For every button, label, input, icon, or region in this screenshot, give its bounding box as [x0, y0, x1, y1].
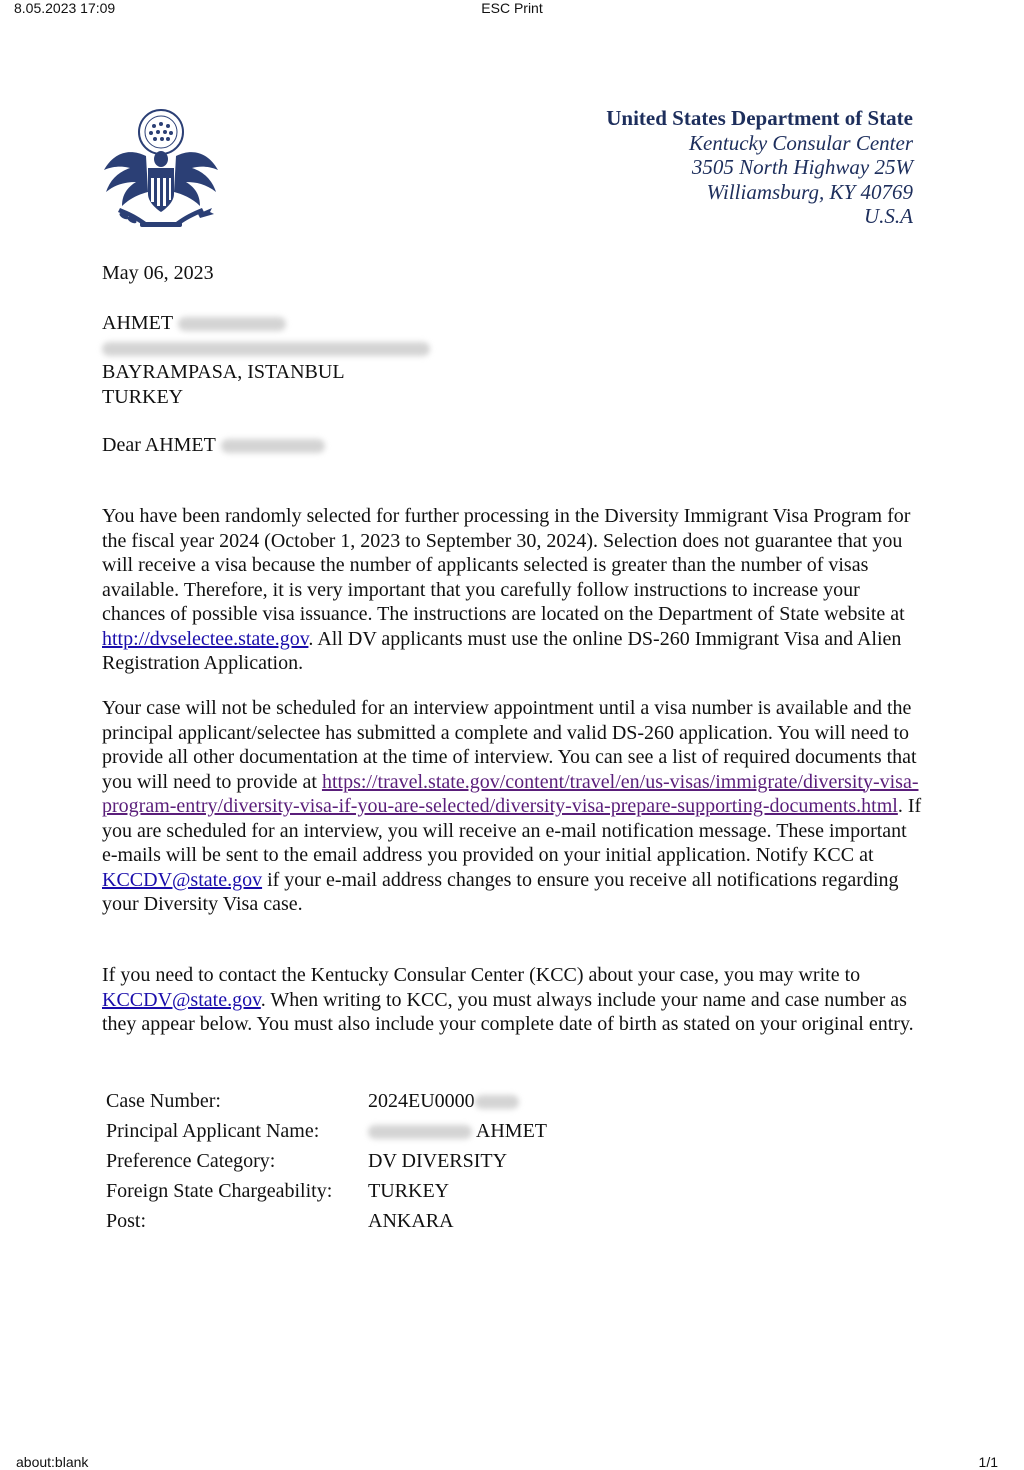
country-address: U.S.A [864, 204, 913, 228]
consular-center: Kentucky Consular Center [689, 130, 913, 155]
kcc-email-link[interactable]: KCCDV@state.gov [102, 988, 261, 1011]
case-row-preference [106, 1146, 547, 1176]
department-of-state-seal-icon [100, 104, 222, 232]
salutation: Dear AHMET [102, 434, 216, 456]
chargeability-label: Foreign State Chargeability: [106, 1180, 333, 1202]
case-row-post [106, 1206, 547, 1236]
redacted-surname [368, 1125, 472, 1139]
paragraph-1-text-end: . All DV applicants must use the online DS-260 Immigrant Visa and Alien Registration Application. [102, 627, 902, 674]
redacted-surname [221, 439, 325, 453]
street-address: 3505 North Highway 25W [691, 155, 913, 179]
case-row-applicant [106, 1116, 547, 1146]
print-header [0, 0, 1024, 18]
recipient-first-name: AHMET [102, 312, 173, 334]
case-number-text: 2024EU0000 [368, 1090, 475, 1112]
paragraph-1 [102, 504, 922, 676]
paragraph-1-text: You have been randomly selected for further processing in the Diversity Immigrant Visa Program for the fiscal year 2024 (October 1, 2023 to September 30, 2024). Selection does not guarantee that you will receive a visa because the number of applicants selected is greater than the number of visas available. Therefore, it is very important that you carefully follow instructions to increase your chances of possible visa issuance. The instructions are located on the Department of State website at [102, 505, 911, 625]
print-footer [0, 1452, 1024, 1470]
redacted-surname [178, 317, 286, 331]
applicant-name-value [368, 1116, 547, 1146]
redacted-street [102, 342, 430, 356]
salutation-line [102, 433, 922, 458]
recipient-street-line [102, 336, 922, 361]
print-datetime: 8.05.2023 17:09 [14, 0, 116, 16]
case-row-number [106, 1086, 547, 1116]
department-name: United States Department of State [606, 106, 913, 130]
supporting-documents-link[interactable]: https://travel.state.gov/content/travel/en/us-visas/immigrate/diversity-visa-program-entry/diversity-visa-if-you-are-selected/diversity-visa-prepare-supporting-documents.html [102, 770, 919, 817]
recipient-country: TURKEY [102, 385, 184, 408]
applicant-first-name: AHMET [475, 1120, 548, 1142]
paragraph-3-text-end: . When writing to KCC, you must always include your name and case number as they appear below. You must also include your complete date of birth as stated on your original entry. [102, 988, 914, 1035]
dvselectee-link[interactable]: http://dvselectee.state.gov [102, 627, 309, 650]
case-number-label: Case Number: [106, 1090, 221, 1112]
paragraph-3 [102, 963, 922, 1037]
preference-category-label: Preference Category: [106, 1150, 276, 1172]
city-address: Williamsburg, KY 40769 [706, 179, 913, 204]
print-title: ESC Print [481, 0, 543, 16]
applicant-name-label: Principal Applicant Name: [106, 1120, 320, 1142]
recipient-name-line [102, 311, 922, 336]
recipient-city: BAYRAMPASA, ISTANBUL [102, 361, 345, 383]
case-row-chargeability [106, 1176, 547, 1206]
paragraph-2-text-end: if your e-mail address changes to ensure you receive all notifications regarding your Diversity Visa case. [102, 868, 899, 915]
paragraph-3-text: If you need to contact the Kentucky Consular Center (KCC) about your case, you may write to [102, 964, 861, 986]
letterhead [606, 106, 913, 229]
case-number-value [368, 1086, 519, 1116]
redacted-case-digits [475, 1095, 519, 1109]
print-url: about:blank [16, 1454, 89, 1470]
recipient-address [102, 311, 922, 409]
case-details-table [106, 1086, 547, 1236]
paragraph-2-text-mid: . If you are scheduled for an interview, you will receive an e-mail notification message. These important e-mails will be sent to the email address you provided on your initial application. Notify KCC at [102, 795, 922, 866]
post-value: ANKARA [368, 1210, 454, 1232]
letter-date: May 06, 2023 [102, 262, 214, 284]
chargeability-value: TURKEY [368, 1180, 450, 1202]
preference-category-value: DV DIVERSITY [368, 1150, 508, 1172]
kcc-email-link[interactable]: KCCDV@state.gov [102, 868, 263, 891]
paragraph-2-text: Your case will not be scheduled for an interview appointment until a visa number is available and the principal applicant/selectee has submitted a complete and valid DS-260 application. You will need to provide all other documentation at the time of interview. You can see a list of required documents that you will need to provide at [102, 697, 917, 793]
post-label: Post: [106, 1210, 147, 1232]
print-page-count: 1/1 [978, 1454, 998, 1470]
paragraph-2 [102, 696, 922, 917]
